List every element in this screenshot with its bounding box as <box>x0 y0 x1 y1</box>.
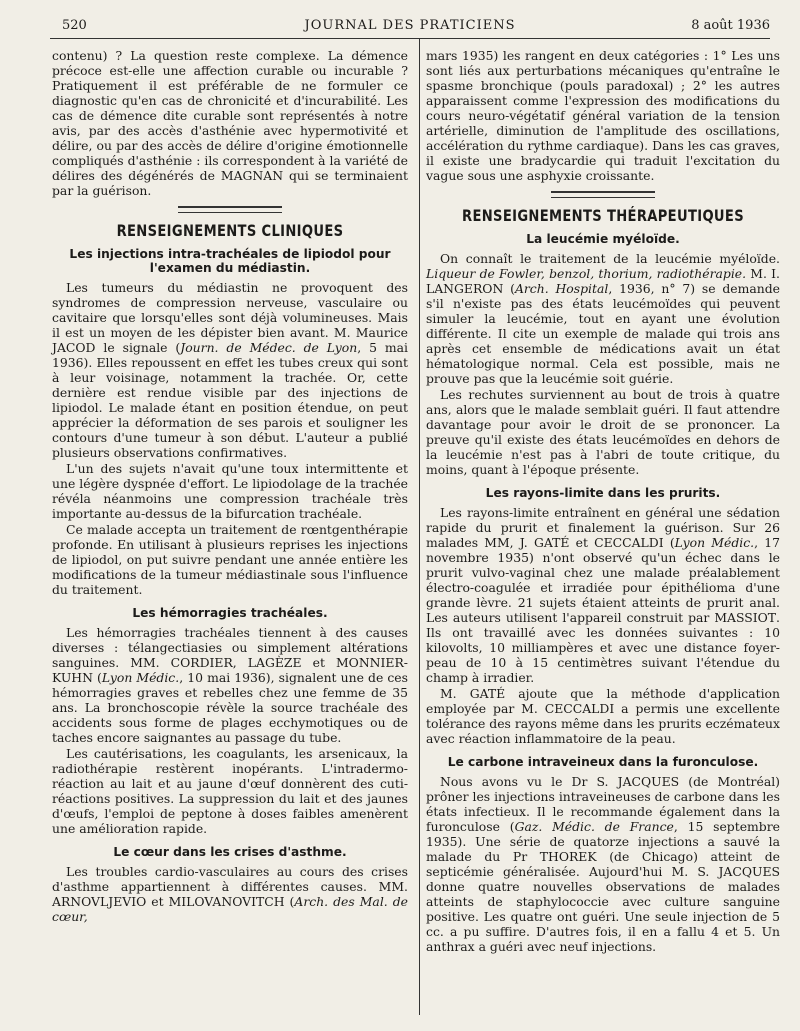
paragraph: Ce malade accepta un traitement de rœntgenthérapie profonde. En utilisant à plusieurs reprises les injections de lipiodol, on put suivre pendant une année entière les modifications de la tumeur médiastinale sous l'influence du traitement. <box>52 522 408 597</box>
paragraph: Nous avons vu le Dr S. JACQUES (de Montréal) prôner les injections intraveineuses de carbone dans les états infectieux. Il le recommande également dans la furonculose (Gaz. Médic. de France, 15 septembre 1935). Une série de quatorze injections a sauvé la malade du Pr THOREK (de Chicago) atteint de septicémie généralisée. Aujourd'hui M. S. JACQUES donne quatre nouvelles observations de malades atteints de staphylococcie avec culture sanguine positive. Les quatre ont guéri. Une seule injection de 5 cc. a pu suffire. D'autres fois, il en a fallu 4 et 5. Un anthrax a guéri avec neuf injections. <box>426 774 781 954</box>
article-title: Les injections intra-trachéales de lipiodol pour l'examen du médiastin. <box>69 247 391 275</box>
paragraph: Les tumeurs du médiastin ne provoquent des syndromes de compression nerveuse, vasculaire ou cavitaire que lorsqu'elles sont déjà volumineuses. Mais il est un moyen de les dépister bien avant. M. Maurice JACOD le signale (Journ. de Médec. de Lyon, 5 mai 1936). Elles repoussent en effet les tubes creux qui sont à leur voisinage, notamment la trachée. Or, cette dernière est rendue visible par des injections de lipiodol. Le malade étant en position étendue, on peut apprécier la déformation de ses parois et souligner les contours d'une tumeur à son début. L'auteur a publié plusieurs observations confirmatives. <box>52 280 408 460</box>
page-number: 520 <box>62 18 87 33</box>
left-column <box>52 48 408 925</box>
paragraph: Les hémorragies trachéales tiennent à des causes diverses : télangectiasies ou simplement altérations sanguines. MM. CORDIER, LAGÈZE et MONNIER-KUHN (Lyon Médic., 10 mai 1936), signalent une de ces hémorragies graves et rebelles chez une femme de 35 ans. La bronchoscopie révèle la source trachéale des accidents sous forme de plages ecchymotiques ou de taches encore saignantes au passage du tube. <box>52 625 409 745</box>
header-rule <box>50 38 770 39</box>
paragraph: Les rechutes surviennent au bout de trois à quatre ans, alors que le malade semblait guéri. Il faut attendre davantage pour avoir le droit de se prononcer. La preuve qu'il existe des états leucémoïdes en dehors de la leucémie n'est pas à l'abri de toute critique, du moins, quant à l'époque présente. <box>426 387 780 477</box>
article-title: Les hémorragies trachéales. <box>132 606 328 620</box>
section-therapeutic <box>426 191 780 223</box>
article-title: Le carbone intraveineux dans la furonculose. <box>447 755 759 769</box>
column-divider <box>419 38 420 1015</box>
intro-paragraph: contenu) ? La question reste complexe. La démence précoce est-elle une affection curable ou incurable ? Pratiquement il est préférable de ne formuler ce diagnostic qu'en cas de chronicité et d'incurabilité. Les cas de démence dite curable sont représentés à notre avis, par des accès d'asthénie avec hypermotivité et délire, ou par des accès de délire d'origine émotionnelle compliqués d'asthénie : ils correspondent à la variété de délires des dégénérés de MAGNAN qui se terminaient par la guérison. <box>52 48 409 198</box>
paragraph: Les rayons-limite entraînent en général une sédation rapide du prurit et finalement la guérison. Sur 26 malades MM, J. GATÉ et CECCALDI (Lyon Médic., 17 novembre 1935) n'ont observé qu'un échec dans le prurit vulvo-vaginal chez une malade préalablement électro-coagulée et irradiée pour épithélioma d'une grande lèvre. 21 sujets étaient atteints de prurit anal. Les auteurs utilisent l'appareil construit par MASSIOT. Ils ont travaillé avec les données suivantes : 10 kilovolts, 10 milliampères et avec une distance foyer-peau de 10 à 15 centimètres suivant l'étendue du champ à irradier. <box>426 505 780 685</box>
paragraph: L'un des sujets n'avait qu'une toux intermittente et une légère dyspnée d'effort. Le lipiodolage de la trachée révéla néanmoins une compression trachéale très importante au-dessus de la bifurcation trachéale. <box>52 461 408 521</box>
article-title: Les rayons-limite dans les prurits. <box>485 486 721 500</box>
right-column <box>426 48 780 955</box>
section-clinical <box>52 206 408 238</box>
continued-paragraph: mars 1935) les rangent en deux catégories : 1° Les uns sont liés aux perturbations mécaniques qu'entraîne le spasme bronchique (pouls paradoxal) ; 2° les autres apparaissent comme l'expression des modifications du cours neuro-végétatif général variation de la tension artérielle, diminution de l'amplitude des oscillations, accélération du rythme cardiaque). Dans les cas graves, il existe une bradycardie qui traduit l'excitation du vague sous une asphyxie croissante. <box>426 48 780 183</box>
journal-title: JOURNAL DES PRATICIENS <box>304 18 516 33</box>
section-rule <box>178 206 282 213</box>
section-title: RENSEIGNEMENTS THÉRAPEUTIQUES <box>462 206 744 225</box>
article-title: Le cœur dans les crises d'asthme. <box>113 845 347 859</box>
section-title: RENSEIGNEMENTS CLINIQUES <box>116 221 344 240</box>
section-rule <box>551 191 655 198</box>
page-header <box>50 16 770 38</box>
paragraph: M. GATÉ ajoute que la méthode d'application employée par M. CECCALDI a permis une excellente tolérance des rayons même dans les prurits eczémateux avec réaction inflammatoire de la peau. <box>426 686 780 746</box>
article-title: La leucémie myéloïde. <box>526 232 680 246</box>
paragraph: Les troubles cardio-vasculaires au cours des crises d'asthme appartiennent à différentes causes. MM. ARNOVLJEVIO et MILOVANOVITCH (Arch. des Mal. de cœur, <box>52 864 408 924</box>
issue-date: 8 août 1936 <box>691 18 770 33</box>
paragraph: On connaît le traitement de la leucémie myéloïde. Liqueur de Fowler, benzol, thorium, radiothérapie. M. I. LANGERON (Arch. Hospital, 1936, n° 7) se demande s'il n'existe pas des états leucémoïdes qui peuvent simuler la leucémie, tout en ayant une évolution différente. Il cite un exemple de malade qui trois ans après cet ensemble de médications avait un état hématologique normal. Cela est possible, mais ne prouve pas que la leucémie soit guérie. <box>426 251 780 386</box>
paragraph: Les cautérisations, les coagulants, les arsenicaux, la radiothérapie restèrent inopérants. L'intradermo-réaction au lait et au jaune d'œuf donnèrent des cuti-réactions positives. La suppression du lait et des jaunes d'œufs, l'emploi de peptone à doses faibles amenèrent une amélioration rapide. <box>52 746 408 836</box>
